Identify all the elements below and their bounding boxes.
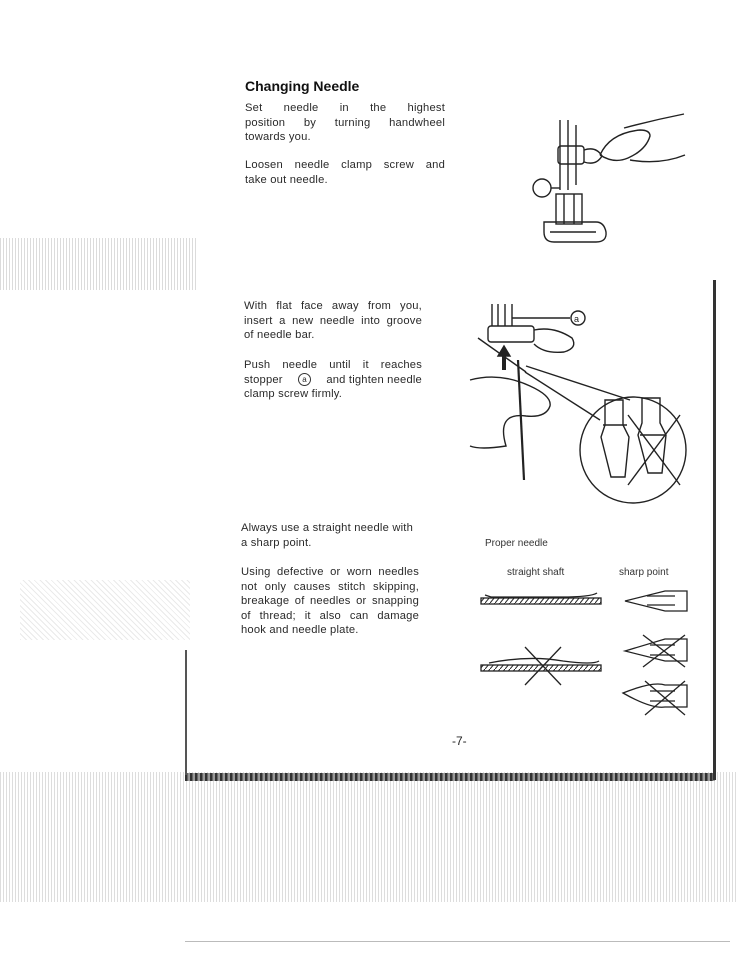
straight-shaft-label: straight shaft <box>507 567 565 578</box>
bottom-rule <box>185 941 730 942</box>
page-number: -7- <box>452 734 467 748</box>
page-left-edge <box>185 650 187 775</box>
scan-noise-left-top <box>0 238 196 290</box>
stopper-marker: a <box>298 373 311 386</box>
needle-insert-illustration <box>470 300 715 500</box>
step5-line2: a sharp point. <box>241 536 312 549</box>
step6-line4: of thread; it also can damage <box>241 609 419 622</box>
step5-text <box>241 521 421 550</box>
step1-line1: Set needle in the highest <box>245 102 445 114</box>
proper-needle-label: Proper needle <box>485 538 548 549</box>
step1-text <box>245 101 445 145</box>
step1-line3: towards you. <box>245 131 311 143</box>
step5-line1: Always use a straight needle with <box>241 522 414 534</box>
step3-line3: of needle bar. <box>244 329 315 341</box>
step4-line3: clamp screw firmly. <box>244 388 343 400</box>
scan-noise-bottom <box>0 772 738 902</box>
step2-text <box>245 158 445 187</box>
step6-line3: breakage of needles or snapping <box>241 595 419 607</box>
step3-text <box>244 299 422 343</box>
step2-line1: Loosen needle clamp screw and <box>245 159 445 171</box>
step3-line1: With flat face away from you, <box>244 300 422 312</box>
needle-clamp-illustration <box>520 110 710 260</box>
page-bottom-edge <box>185 773 715 781</box>
step4-line2-before: stopper <box>244 373 283 386</box>
step6-line5: hook and needle plate. <box>241 624 359 636</box>
step4-text <box>244 358 422 402</box>
step2-line2: take out needle. <box>245 173 328 186</box>
step6-line1: Using defective or worn needles <box>241 566 419 578</box>
step6-line2: not only causes stitch skipping, <box>241 580 419 593</box>
step3-line2: insert a new needle into groove <box>244 314 422 327</box>
step1-line2: position by turning handwheel <box>245 116 445 129</box>
section-title: Changing Needle <box>245 78 360 94</box>
step6-text <box>241 565 419 638</box>
callout-label-a: a <box>574 314 580 324</box>
sharp-point-label: sharp point <box>619 567 669 578</box>
step4-line2-after: and tighten needle <box>326 373 422 386</box>
needle-comparison-illustration <box>475 585 705 725</box>
scan-noise-left-mid <box>20 580 190 640</box>
step4-line1: Push needle until it reaches <box>244 359 422 371</box>
step4-line2 <box>244 373 422 388</box>
